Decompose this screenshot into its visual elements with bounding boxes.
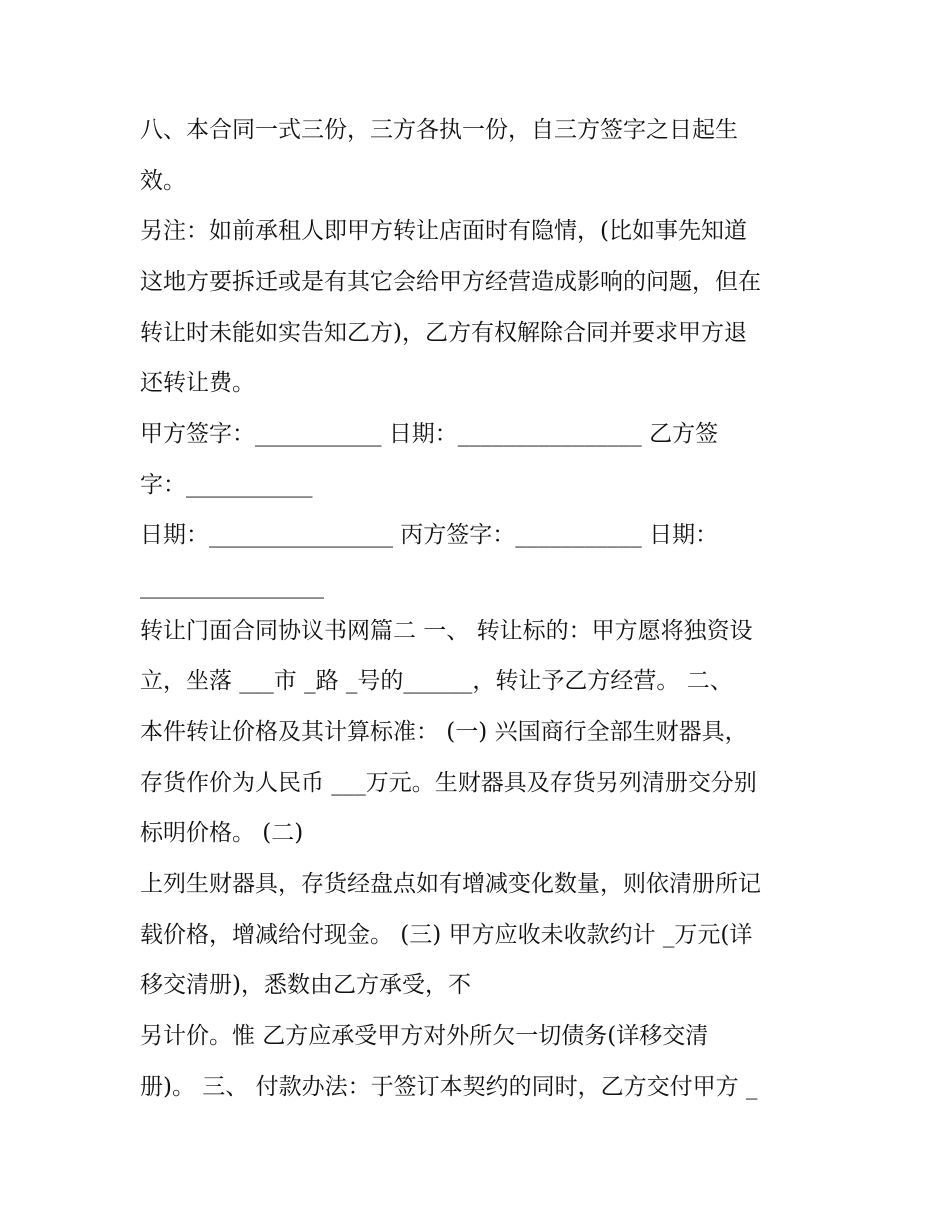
text-line: 转让门面合同协议书网篇二 一、 转让标的：甲方愿将独资设 — [140, 618, 753, 644]
signature-line: 甲方签字：___________ 日期：________________ 乙方签 — [140, 421, 719, 447]
text-line: 另注：如前承租人即甲方转让店面时有隐情，(比如事先知道 — [140, 218, 747, 244]
text-line: 移交清册)，悉数由乙方承受，不 — [140, 972, 471, 998]
signature-line: 日期：________________ 丙方签字：___________ 日期： — [140, 522, 719, 548]
signature-line: ________________ — [140, 573, 324, 599]
text-line: 载价格，增减给付现金。 (三) 甲方应收未收款约计 _万元(详 — [140, 922, 753, 948]
text-line: 标明价格。 (二) — [140, 820, 304, 846]
text-line: 存货作价为人民币 ___万元。生财器具及存货另列清册交分别 — [140, 770, 757, 796]
text-line: 八、本合同一式三份，三方各执一份，自三方签字之日起生 — [140, 117, 738, 143]
text-line: 本件转让价格及其计算标准： (一) 兴国商行全部生财器具， — [140, 719, 748, 745]
text-line: 册)。 三、 付款办法：于签订本契约的同时，乙方交付甲方 _ — [140, 1074, 758, 1100]
text-line: 转让时未能如实告知乙方)，乙方有权解除合同并要求甲方退 — [140, 320, 747, 346]
text-line: 立，坐落 ___市 _路 _号的______，转让予乙方经营。 二、 — [140, 668, 733, 694]
signature-line: 字：___________ — [140, 472, 313, 498]
text-line: 上列生财器具，存货经盘点如有增减变化数量，则依清册所记 — [140, 871, 761, 897]
text-line: 效。 — [140, 168, 186, 194]
text-line: 这地方要拆迁或是有其它会给甲方经营造成影响的问题，但在 — [140, 269, 761, 295]
text-line: 还转让费。 — [140, 370, 255, 396]
text-line: 另计价。惟 乙方应承受甲方对外所欠一切债务(详移交清 — [140, 1023, 709, 1049]
